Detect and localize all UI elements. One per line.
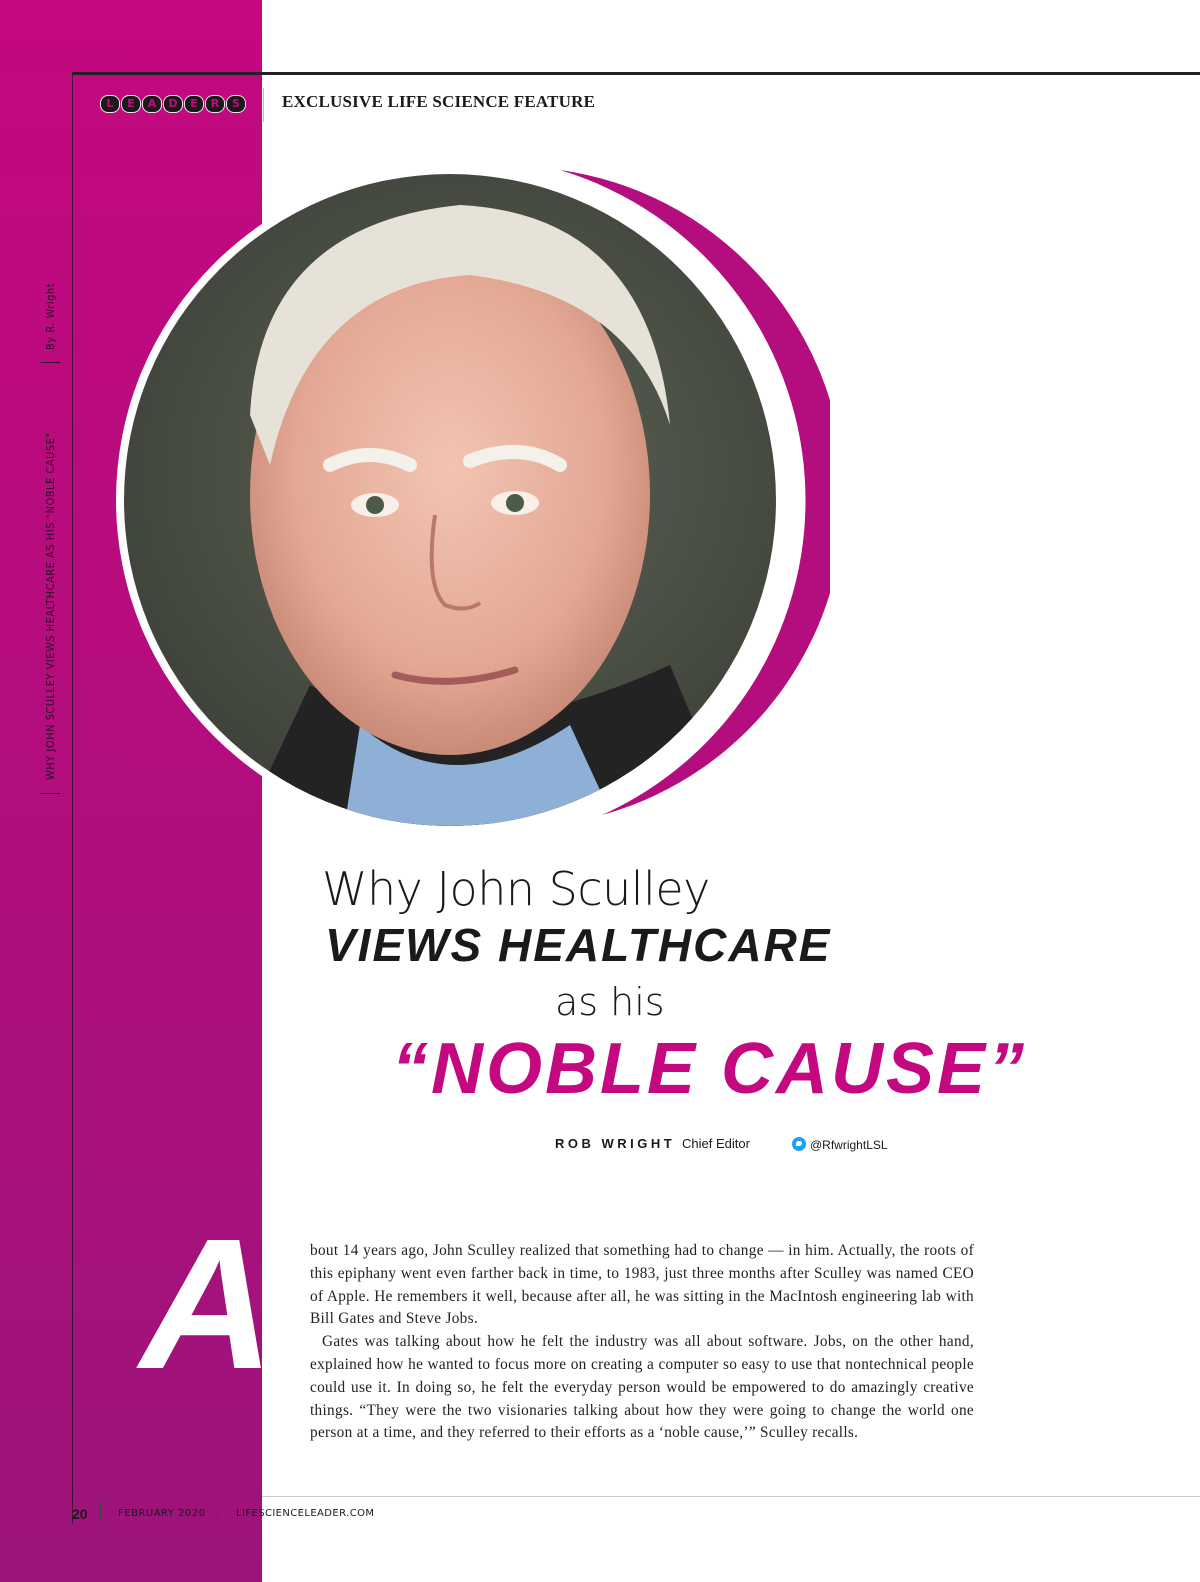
page-number: 20 [72, 1506, 88, 1522]
header-divider [263, 88, 264, 122]
title-line-4: “NOBLE CAUSE” [392, 1029, 1028, 1109]
sidebar-title: WHY JOHN SCULLEY VIEWS HEALTHCARE AS HIS "NOBLE CAUSE" [44, 432, 57, 780]
section-letter: S [226, 95, 246, 113]
footer-rule [262, 1496, 1200, 1497]
title-line-3: as his [555, 980, 665, 1024]
drop-cap: A [140, 1201, 275, 1408]
section-letter: E [121, 95, 141, 113]
paragraph: bout 14 years ago, John Sculley realized that something had to change — in him. Actually, the roots of this epiphany went even farther back in time, to 1983, just three months after Sculley was named CEO of Apple. He remembers it well, because after all, he was sitting in the MacIntosh engineering lab with Bill Gates and Steve Jobs. [310, 1242, 974, 1328]
title-line-2: VIEWS HEALTHCARE [325, 919, 832, 971]
footer-divider [217, 1502, 218, 1522]
sidebar-divider [40, 362, 60, 363]
twitter-handle[interactable]: @RfwrightLSL [810, 1138, 888, 1152]
title-line-1: Why John Sculley [322, 862, 710, 916]
portrait-photo [110, 165, 830, 845]
section-letter: D [163, 95, 183, 113]
top-rule [72, 72, 1200, 75]
sidebar-byline: By R. Wright [44, 282, 57, 350]
sidebar-divider [40, 793, 60, 794]
left-rule [72, 72, 73, 1524]
twitter-icon [792, 1137, 806, 1151]
footer-divider [100, 1502, 101, 1522]
website[interactable]: LIFESCIENCELEADER.COM [236, 1508, 375, 1519]
author-role: Chief Editor [682, 1136, 750, 1151]
section-letter: R [205, 95, 225, 113]
section-letter: A [142, 95, 162, 113]
section-letter: E [184, 95, 204, 113]
section-letter: L [100, 95, 120, 113]
author-name: ROB WRIGHT [555, 1136, 676, 1151]
feature-label: EXCLUSIVE LIFE SCIENCE FEATURE [282, 92, 596, 111]
issue-date: FEBRUARY 2020 [118, 1508, 206, 1519]
section-logo-leaders [100, 95, 246, 113]
paragraph: Gates was talking about how he felt the industry was all about software. Jobs, on the other hand, explained how he wanted to focus more on creating a computer so easy to use that nontechnical people could use it. In doing so, he felt the everyday person would be empowered to do amazingly creative things. “They were the two visionaries talking about how they were going to change the world one person at a time, and they referred to their efforts as a ‘noble cause,’” Sculley recalls. [310, 1333, 974, 1442]
article-body [310, 1240, 974, 1445]
